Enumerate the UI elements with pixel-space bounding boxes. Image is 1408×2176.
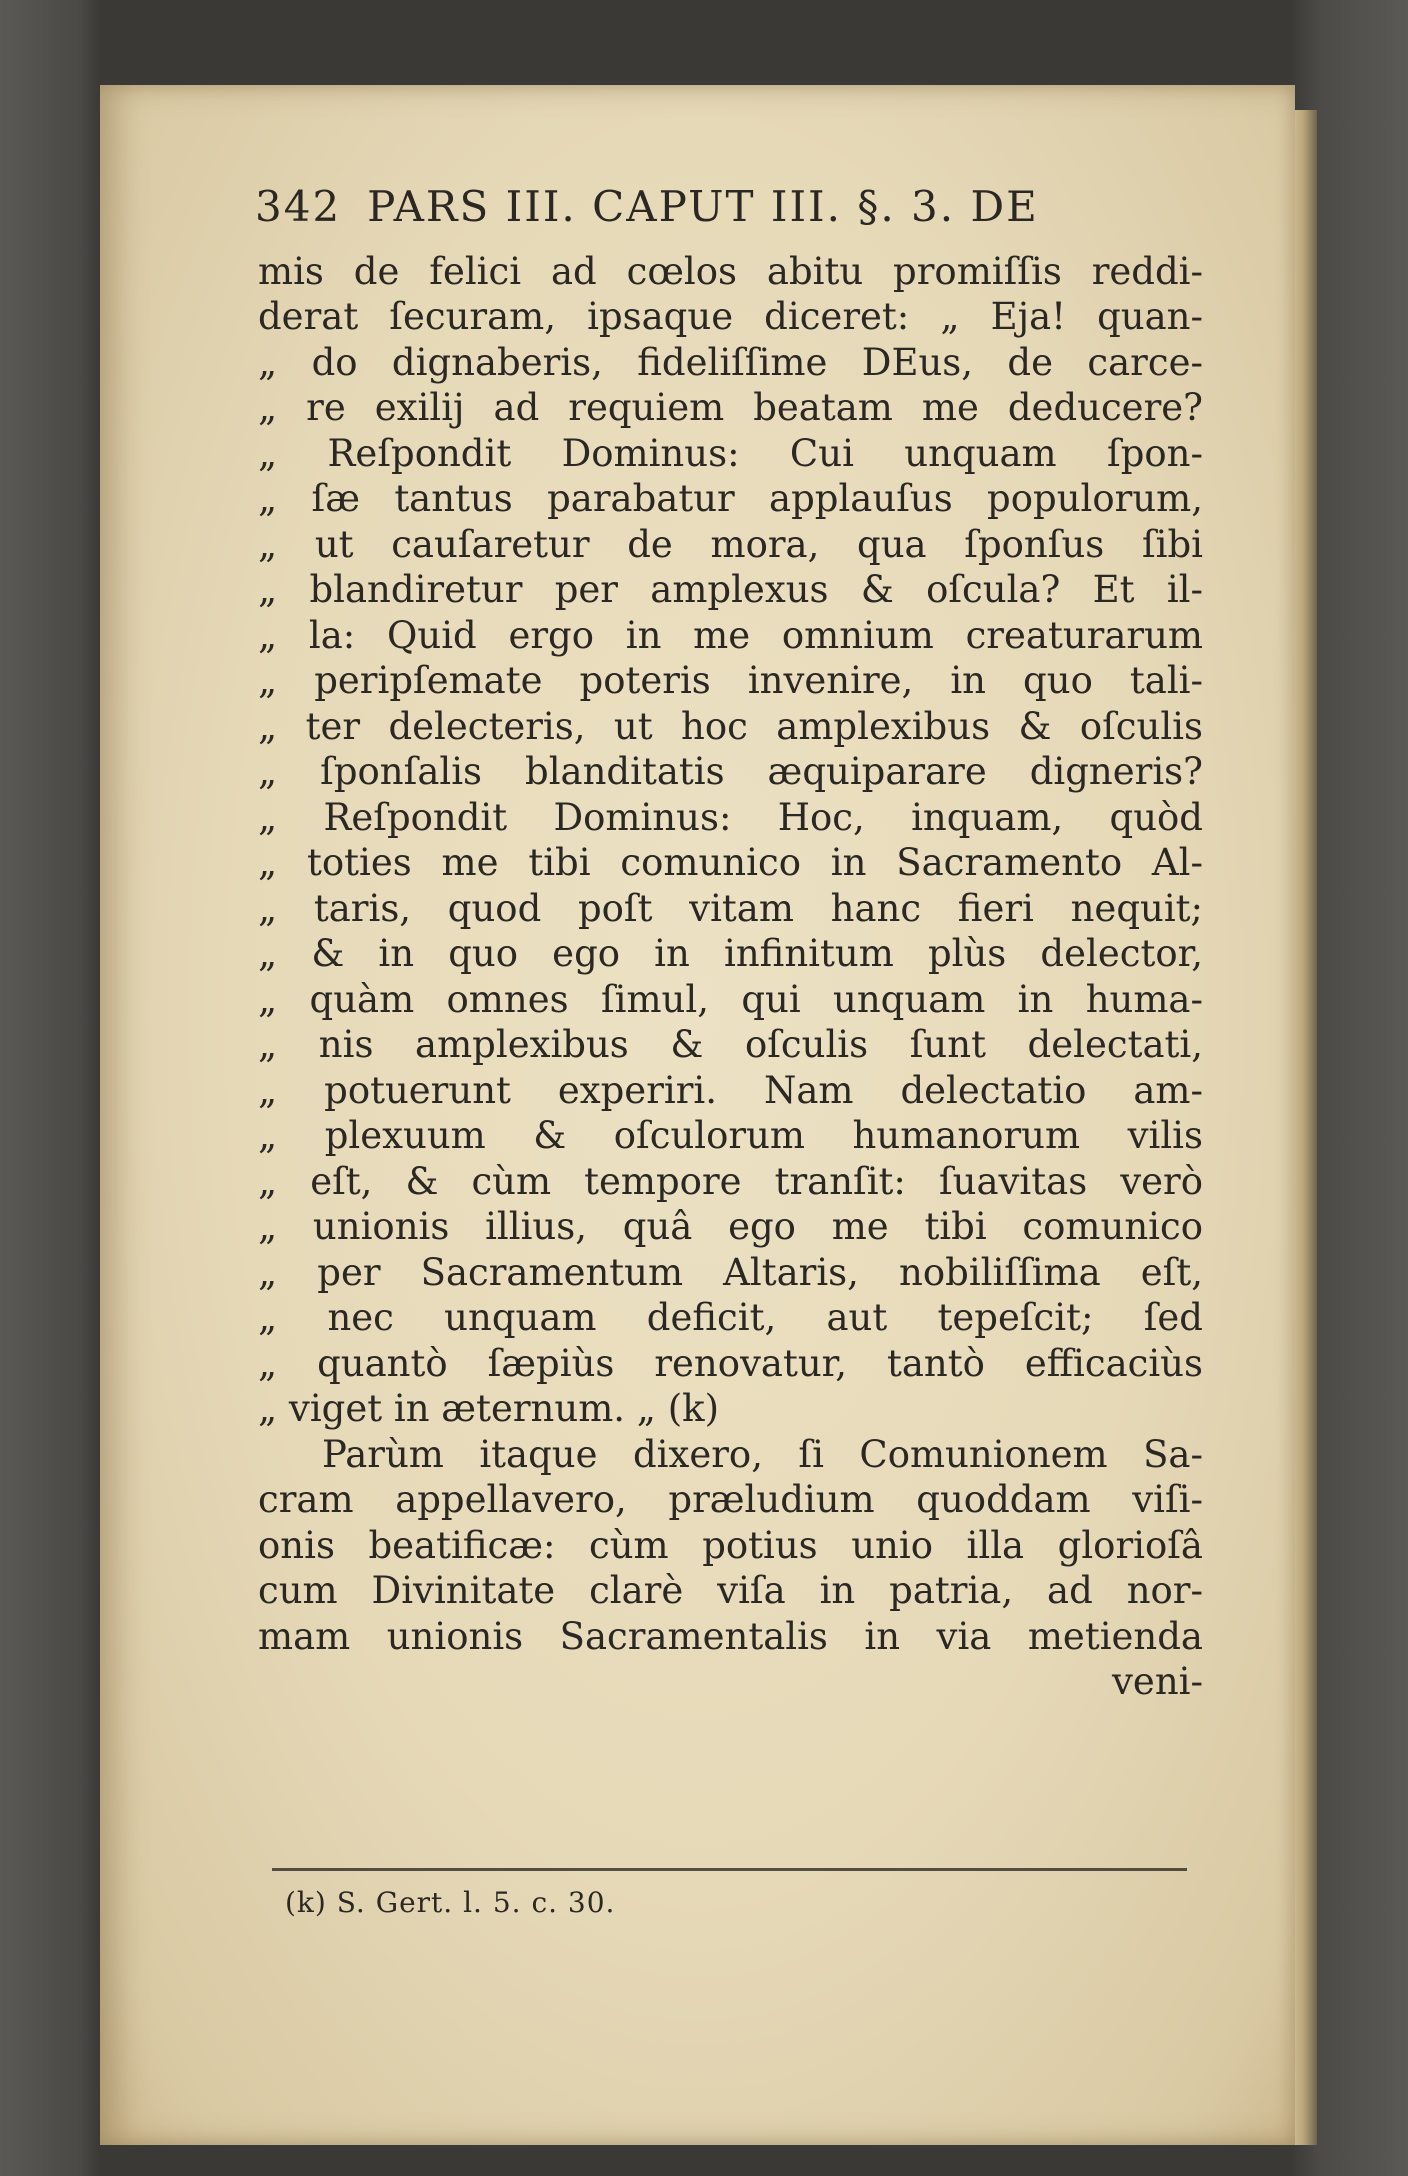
text-line: „ peripſemate poteris invenire, in quo tali-	[258, 659, 1203, 702]
text-line: „ nec unquam deficit, aut tepeſcit; ſed	[258, 1296, 1203, 1339]
page-number: 342	[255, 182, 342, 231]
running-header	[255, 182, 1195, 231]
text-line: derat ſecuram, ipsaque diceret: „ Eja! quan-	[258, 295, 1203, 338]
text-line: „ plexuum & oſculorum humanorum vilis	[258, 1114, 1203, 1157]
text-line: onis beatificæ: cùm potius unio illa glorioſâ	[258, 1524, 1203, 1567]
text-line: „ ut cauſaretur de mora, qua ſponſus ſibi	[258, 523, 1203, 566]
text-line: „ unionis illius, quâ ego me tibi comunico	[258, 1205, 1203, 1248]
text-line: „ eſt, & cùm tempore tranſit: ſuavitas verò	[258, 1160, 1203, 1203]
text-line: „ la: Quid ergo in me omnium creaturarum	[258, 614, 1203, 657]
footnote-rule	[272, 1868, 1187, 1871]
text-line-paragraph-start: Parùm itaque dixero, ſi Comunionem Sa-	[322, 1433, 1203, 1476]
text-line: mam unionis Sacramentalis in via metienda	[258, 1615, 1203, 1658]
text-line: „ nis amplexibus & oſculis ſunt delectati,	[258, 1023, 1203, 1066]
text-line: mis de felici ad cœlos abitu promiſſis reddi-	[258, 250, 1203, 293]
text-line: „ ſæ tantus parabatur applauſus populorum,	[258, 477, 1203, 520]
text-line: „ taris, quod poſt vitam hanc fieri nequit;	[258, 887, 1203, 930]
text-line: „ blandiretur per amplexus & oſcula? Et il-	[258, 568, 1203, 611]
text-line: cram appellavero, præludium quoddam viſi-	[258, 1478, 1203, 1521]
running-title: PARS III. CAPUT III. §. 3. DE	[367, 182, 1039, 231]
footnote: (k) S. Gert. l. 5. c. 30.	[285, 1886, 616, 1919]
text-line: „ re exilij ad requiem beatam me deducere?	[258, 386, 1203, 429]
text-line: „ potuerunt experiri. Nam delectatio am-	[258, 1069, 1203, 1112]
text-line: „ per Sacramentum Altaris, nobiliſſima eſt,	[258, 1251, 1203, 1294]
text-line: „ quantò ſæpiùs renovatur, tantò efficaciùs	[258, 1342, 1203, 1385]
text-line: „ toties me tibi comunico in Sacramento Al-	[258, 841, 1203, 884]
text-line: „ quàm omnes ſimul, qui unquam in huma-	[258, 978, 1203, 1021]
text-line: „ do dignaberis, fideliſſime DEus, de carce-	[258, 341, 1203, 384]
text-line: „ ter delecteris, ut hoc amplexibus & oſculis	[258, 705, 1203, 748]
text-line: „ viget in æternum. „ (k)	[258, 1387, 720, 1430]
text-line: „ & in quo ego in infinitum plùs delector,	[258, 932, 1203, 975]
text-line: „ Reſpondit Dominus: Hoc, inquam, quòd	[258, 796, 1203, 839]
text-line: cum Divinitate clarè viſa in patria, ad nor-	[258, 1569, 1203, 1612]
text-line: „ Reſpondit Dominus: Cui unquam ſpon-	[258, 432, 1203, 475]
text-line: „ ſponſalis blanditatis æquiparare digneris?	[258, 750, 1203, 793]
catchword: veni-	[1112, 1660, 1203, 1703]
